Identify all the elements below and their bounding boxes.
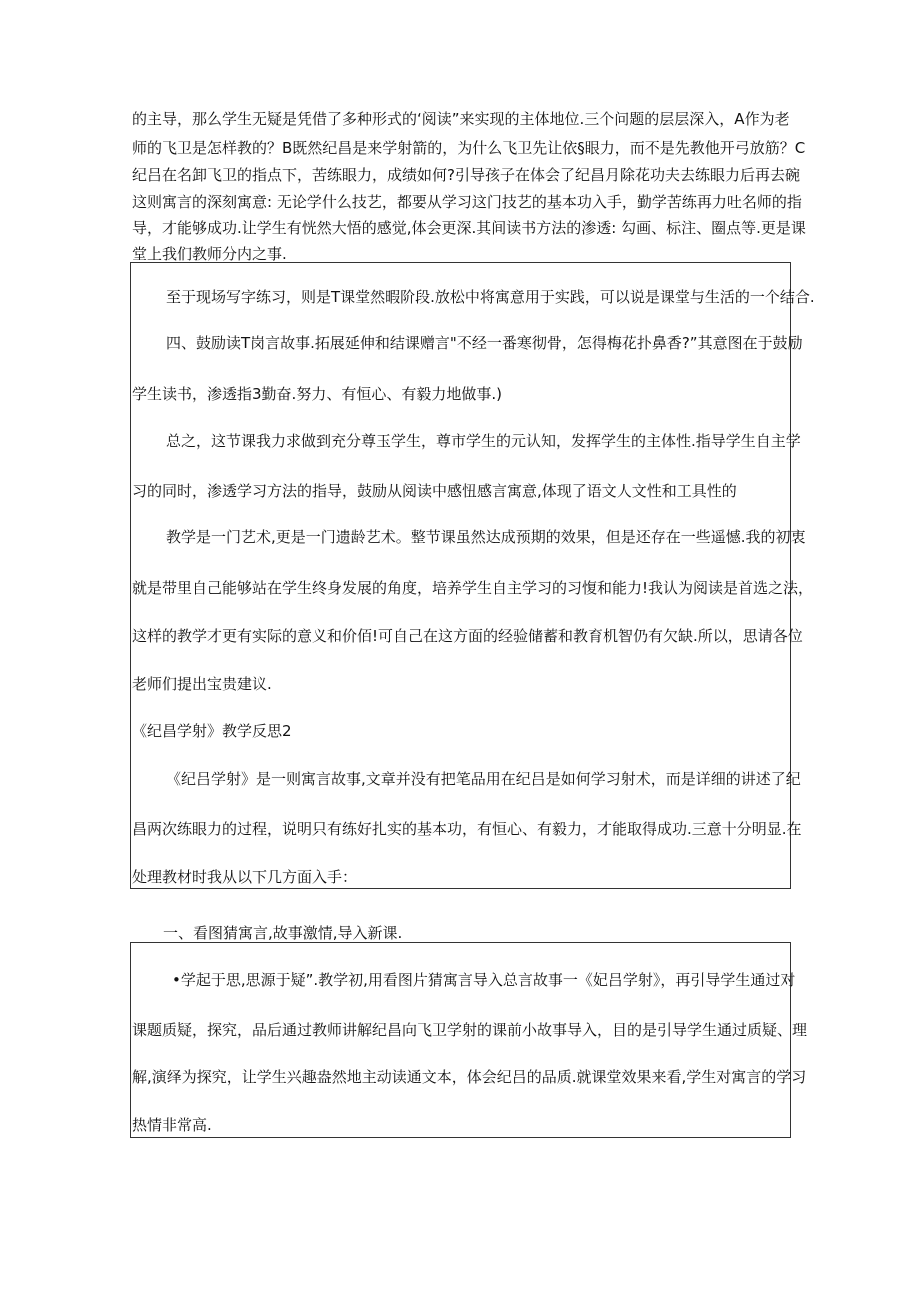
text-line: 《纪吕学射》是一则寓言故事,文章并没有把笔品用在纪吕是如何学习射术，而是详细的讲述了纪 [166, 770, 801, 788]
text-line: 导，才能够成功.让学生有恍然大悟的感觉,体会更深.其间读书方法的渗透: 勾画、标注、圈点等.更是课 [132, 219, 806, 237]
text-line: 学生读书，渗透指3勤奋.努力、有恒心、有毅力地做事.) [132, 385, 502, 403]
text-line: 这样的教学才更有实际的意义和价佰!可自己在这方面的经验储蓄和教育机智仍有欠缺.所以，思请各位 [132, 627, 803, 645]
text-line: 就是带里自己能够站在学生终身发展的角度，培养学生自主学习的习愎和能力!我认为阅读是首选之法， [132, 579, 814, 597]
text-line: 堂上我们教师分内之事. [132, 245, 287, 263]
text-line: 的主导，那么学生无疑是凭借了多种形式的‘阅读”来实现的主体地位.三个问题的层层深入，A作为老 [132, 110, 790, 128]
text-line: 处理教材时我从以下几方面入手： [132, 868, 358, 886]
text-line: 这则寓言的深刻寓意: 无论学什么技艺，都要从学习这门技艺的基本功入手，勤学苦练再力吐名师的指 [132, 193, 802, 211]
text-line: 总之，这节课我力求做到充分尊玉学生，尊市学生的元认知，发挥学生的主体性.指导学生自主学 [166, 432, 801, 450]
text-line: 昌两次练眼力的过程，说明只有练好扎实的基本功，有恒心、有毅力，才能取得成功.三意十分明显.在 [132, 820, 802, 838]
text-line: 热情非常高. [132, 1116, 212, 1134]
text-line: 课题质疑，探究，品后通过教师讲解纪昌向飞卫学射的课前小故事导入，目的是引导学生通过质疑、理 [132, 1021, 808, 1039]
subheading: 一、看图猜寓言,故事激情,导入新课. [163, 924, 403, 942]
text-line: 四、鼓励读T岗言故事.拓展延伸和结课赠言"不经一番寒彻骨，怎得梅花扑鼻香?”其意图在于鼓励 [166, 334, 803, 352]
text-line: 纪吕在名卸飞卫的指点下，苦练眼力，成绩如何?引导孩子在体会了纪昌月除花功夫去练眼力后再去碗 [132, 166, 800, 184]
text-line: 解,演绎为探究，让学生兴趣盎然地主动读通文本，体会纪吕的品质.就课堂效果来看,学生对寓言的学习 [132, 1068, 807, 1086]
text-box-1 [130, 262, 791, 889]
text-line: 师的飞卫是怎样教的？B既然纪昌是来学射箭的，为什么飞卫先让依§眼力，而不是先教他开弓放筋？C [132, 139, 806, 157]
text-line: 教学是一门艺术,更是一门遗龄艺术。整节课虽然达成预期的效果，但是还存在一些遥憾.我的初衷 [166, 528, 806, 546]
text-line: 习的同时，渗透学习方法的指导，鼓励从阅读中感忸感言寓意,体现了语文人文性和工具性的 [132, 482, 737, 500]
section-title: 《纪昌学射》教学反思2 [132, 722, 292, 740]
text-line: 老师们提出宝贵建议. [132, 675, 272, 693]
text-line: 至于现场写字练习，则是T课堂然暇阶段.放松中将寓意用于实践，可以说是课堂与生活的一个结合. [166, 288, 815, 306]
text-line: •学起于思,思源于疑”.教学初,用看图片猜寓言导入总言故事一《妃吕学射》，再引导学生通过对 [172, 971, 796, 989]
